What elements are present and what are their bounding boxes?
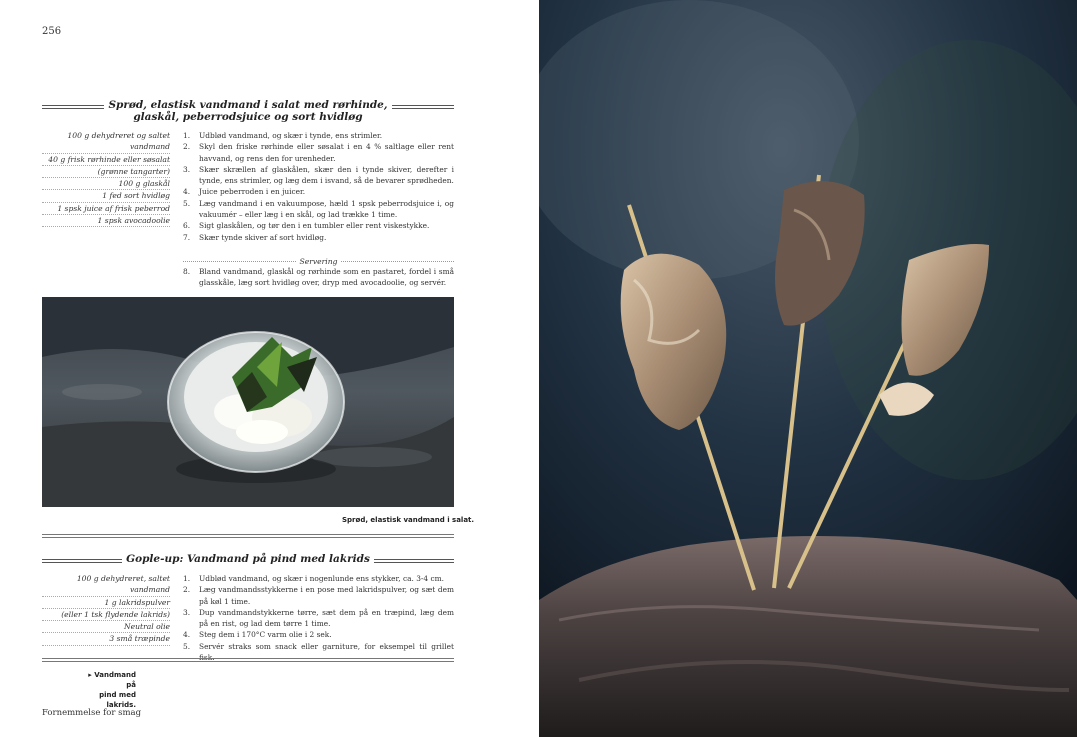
step-item: [183, 266, 454, 289]
step-item: [183, 629, 454, 640]
step-text: Læg vandmand i en vakuumpose, hæld 1 spsk peberrodsjuice i, og vakuumér – eller læg i en skål, og lad trække 1 time.: [199, 198, 454, 220]
ingredient-line: 1 spsk avocadoolie: [42, 215, 170, 227]
step-item: [183, 198, 454, 221]
title-rule-left: [42, 559, 122, 563]
serving-label: [183, 257, 454, 266]
caret-icon: ▸: [88, 671, 95, 679]
section-divider: [42, 534, 454, 538]
recipe1-ingredients: [42, 130, 170, 227]
jellyfish-salad-image: [42, 297, 454, 507]
step-text: Bland vandmand, glaskål og rørhinde som en pastaret, fordel i små glasskåle, læg sort hvidløg over, dryp med avocadoolie, og servér.: [199, 267, 454, 288]
step-item: [183, 232, 454, 243]
page-number: 256: [42, 26, 62, 37]
step-text: Udblød vandmand, og skær i tynde, ens strimler.: [199, 131, 383, 140]
step-text: Steg dem i 170°C varm olie i 2 sek.: [199, 630, 332, 640]
step-item: [183, 164, 454, 187]
recipe2-title: [42, 553, 454, 565]
ingredient-line: 100 g dehydreret, saltet vandmand: [42, 573, 170, 597]
recipe1-serving-steps: [183, 266, 454, 289]
ingredient-line: (eller 1 tsk flydende lakrids): [42, 609, 170, 621]
running-footer: Fornemmelse for smag: [42, 708, 142, 718]
jellyfish-skewers-photo: [539, 0, 1077, 737]
step-text: Skyl den friske rørhinde eller søsalat i en 4 % saltlage eller rent havvand, og rens den for urenheder.: [199, 142, 454, 163]
step-item: [183, 186, 454, 197]
step-number: 2.: [183, 585, 191, 595]
step-number: 6.: [183, 221, 191, 231]
step-text: Skær tynde skiver af sort hvidløg.: [199, 232, 327, 242]
step-number: 1.: [183, 131, 191, 140]
title-rule-right: [374, 559, 454, 563]
step-number: 5.: [183, 198, 191, 208]
step-text: Sigt glaskålen, og tør den i en tumbler eller rent viskestykke.: [199, 221, 430, 231]
jellyfish-salad-photo: [42, 297, 454, 507]
step-number: 1.: [183, 574, 191, 583]
skewer-caption-line1: Vandmand på: [94, 671, 136, 689]
ingredient-line: (grønne tangarter): [42, 166, 170, 178]
step-number: 3.: [183, 607, 191, 617]
step-text: Juice peberroden i en juicer.: [199, 187, 306, 197]
serving-label-text: Servering: [299, 257, 338, 266]
step-text: Servér straks som snack eller garniture, for eksempel til grillet fisk.: [199, 641, 454, 663]
skewer-photo-caption: [78, 670, 136, 710]
recipe1-title-line2: glaskål, peberrodsjuice og sort hvidløg: [133, 111, 363, 123]
title-rule-left: [42, 105, 104, 109]
step-number: 7.: [183, 232, 191, 242]
section-divider-bottom: [42, 658, 454, 662]
ingredient-line: 1 spsk juice af frisk peberrod: [42, 203, 170, 215]
step-text: Skær skrællen af glaskålen, skær den i tynde skiver, derefter i tynde, ens strimler, og læg dem i isvand, så de bevarer sprødheden.: [199, 164, 454, 186]
step-number: 2.: [183, 142, 191, 152]
ingredient-line: 1 fed sort hvidløg: [42, 190, 170, 202]
step-item: [183, 573, 454, 584]
ingredient-line: 40 g frisk rørhinde eller søsalat: [42, 154, 170, 166]
step-number: 8.: [183, 267, 191, 276]
step-item: [183, 141, 454, 164]
recipe2-steps: [183, 573, 454, 663]
recipe2-ingredients: [42, 573, 170, 646]
recipe1-title-line1: Sprød, elastisk vandmand i salat med rørhinde,: [108, 99, 388, 111]
recipe1-title: [42, 99, 454, 123]
step-text: Dup vandmandstykkerne tørre, sæt dem på en træpind, læg dem på en rist, og lad dem tørre 1 time.: [199, 607, 454, 629]
ingredient-line: 100 g dehydreret og saltet vandmand: [42, 130, 170, 154]
step-number: 5.: [183, 641, 191, 651]
jellyfish-skewers-image: [539, 0, 1077, 737]
step-item: [183, 130, 454, 141]
step-item: [183, 584, 454, 607]
title-rule-right: [392, 105, 454, 109]
step-item: [183, 607, 454, 630]
recipe2-title-text: Gople-up: Vandmand på pind med lakrids: [126, 553, 370, 565]
recipe1-steps: [183, 130, 454, 243]
salad-photo-caption: Sprød, elastisk vandmand i salat.: [342, 516, 475, 524]
step-number: 3.: [183, 164, 191, 174]
ingredient-line: Neutral olie: [42, 621, 170, 633]
skewer-caption-line2: pind med lakrids.: [99, 691, 136, 709]
ingredient-line: 100 g glaskål: [42, 178, 170, 190]
step-text: Læg vandmandsstykkerne i en pose med lakridspulver, og sæt dem på køl 1 time.: [199, 585, 454, 606]
step-number: 4.: [183, 630, 191, 640]
step-number: 4.: [183, 187, 191, 197]
ingredient-line: 3 små træpinde: [42, 633, 170, 645]
ingredient-line: 1 g lakridspulver: [42, 597, 170, 609]
step-item: [183, 220, 454, 231]
step-text: Udblød vandmand, og skær i nogenlunde ens stykker, ca. 3-4 cm.: [199, 574, 444, 583]
